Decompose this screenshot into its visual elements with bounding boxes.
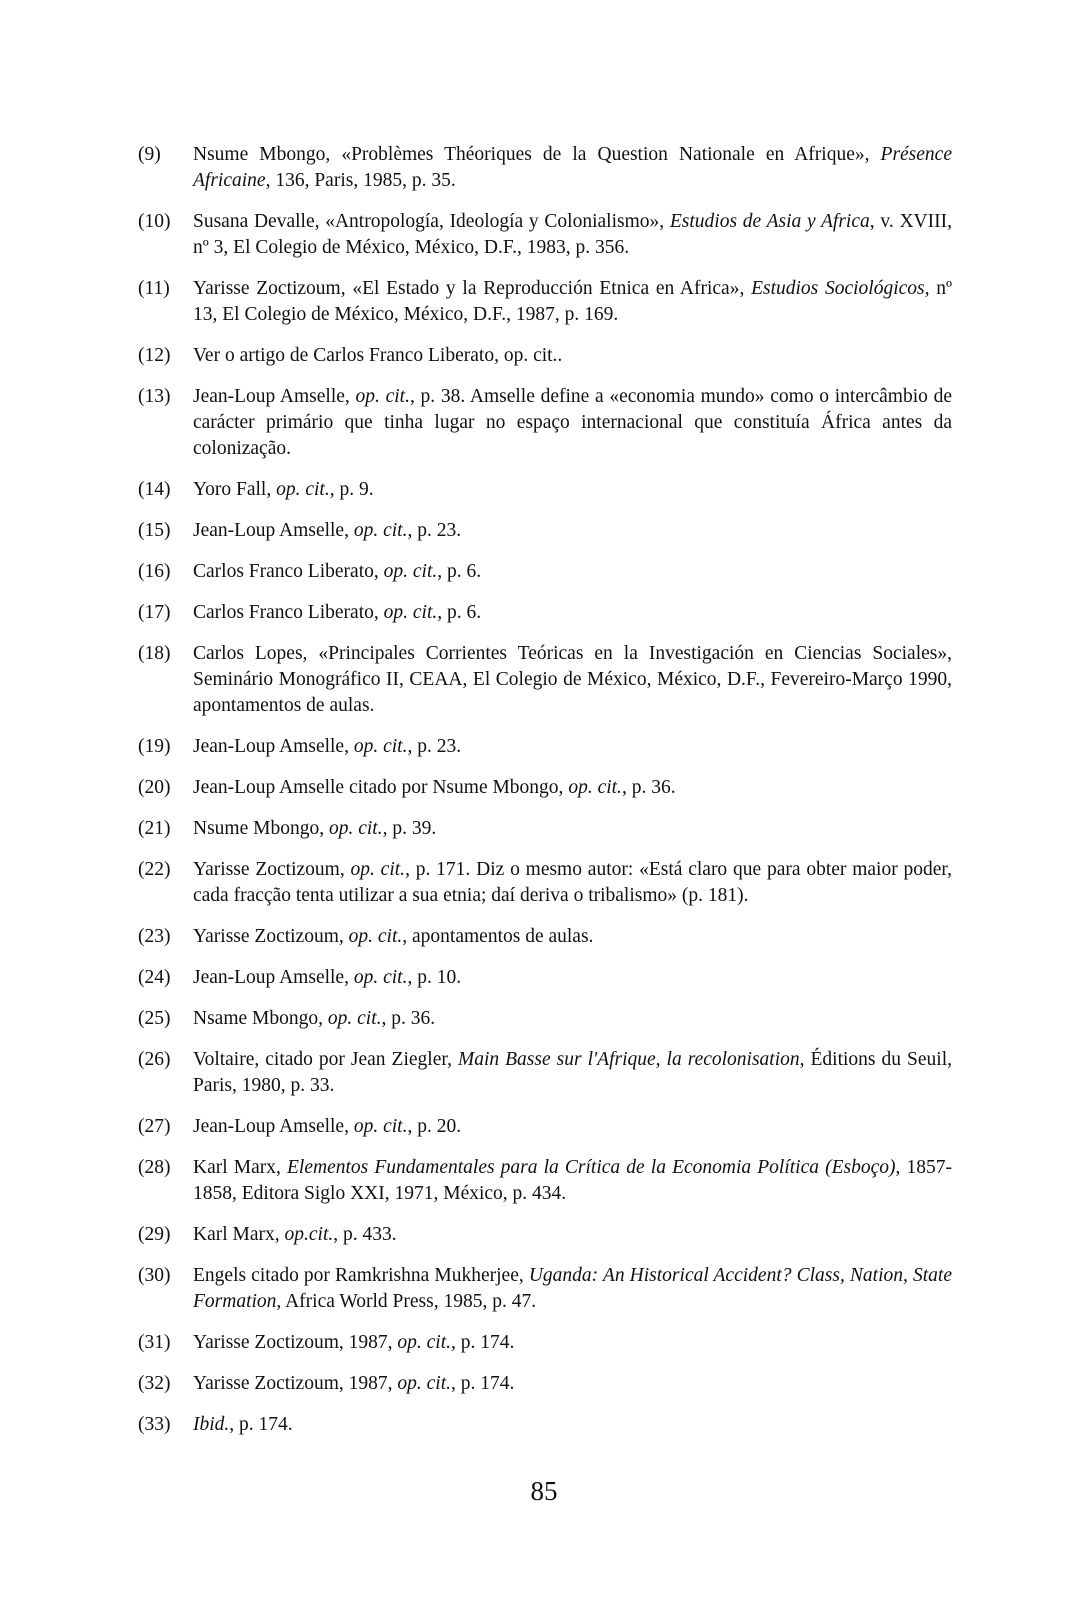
endnote-italic-segment: op. cit. [327, 1008, 382, 1029]
endnote-number: (18) [138, 643, 171, 664]
endnote-text [193, 518, 952, 544]
endnote-number: (33) [138, 1414, 171, 1435]
endnote-segment: , p. 174. [229, 1414, 293, 1435]
endnote-number: (17) [138, 602, 171, 623]
endnote-text [193, 816, 952, 842]
endnote-number: (29) [138, 1224, 171, 1245]
endnote [138, 924, 952, 950]
endnote-number: (31) [138, 1332, 171, 1353]
endnote-italic-segment: op. cit. [353, 736, 408, 757]
endnote-segment: Jean-Loup Amselle, [193, 386, 356, 407]
endnote-number: (21) [138, 818, 171, 839]
endnote-italic-segment: Estudios de Asia y Africa [669, 211, 870, 232]
endnote [138, 559, 952, 585]
endnote [138, 1371, 952, 1397]
endnote-segment: , p. 39. [382, 818, 437, 839]
endnote-segment: , p. 36. [381, 1008, 436, 1029]
endnote-text [193, 1114, 952, 1140]
endnote-text [193, 775, 952, 801]
endnote-italic-segment: op. cit. [397, 1332, 452, 1353]
endnote [138, 142, 952, 194]
endnote [138, 276, 952, 328]
endnote-text [193, 641, 952, 719]
endnote-segment: Yarisse Zoctizoum, 1987, [193, 1373, 398, 1394]
endnote [138, 965, 952, 991]
endnote-segment: , p. 36. [621, 777, 676, 798]
endnote-italic-segment: op. cit. [348, 926, 403, 947]
endnote-number: (15) [138, 520, 171, 541]
endnote-segment: , p. 9. [329, 479, 374, 500]
endnote-segment: , p. 10. [407, 967, 462, 988]
endnote-number: (12) [138, 345, 171, 366]
endnote-segment: , nº 13, El Colegio de México, México, D.F., 1987, p. 169. [193, 278, 953, 325]
endnote-number: (32) [138, 1373, 171, 1394]
endnote-segment: Jean-Loup Amselle, [193, 520, 354, 541]
endnote [138, 343, 952, 369]
endnote-number: (30) [138, 1265, 171, 1286]
endnote [138, 1047, 952, 1099]
endnote-segment: , 136, Paris, 1985, p. 35. [265, 170, 456, 191]
endnote [138, 477, 952, 503]
endnote-segment: Jean-Loup Amselle, [193, 967, 354, 988]
endnote-italic-segment: op. cit. [350, 859, 406, 880]
endnote-segment: Ver o artigo de Carlos Franco Liberato, op. cit.. [193, 345, 563, 366]
endnote-segment: Yarisse Zoctizoum, [193, 859, 351, 880]
endnote-number: (20) [138, 777, 171, 798]
endnote-segment: , p. 6. [437, 602, 482, 623]
endnote-text [193, 857, 952, 909]
endnote-italic-segment: op.cit. [284, 1224, 334, 1245]
endnote-italic-segment: Uganda: An Historical Accident? Class, Nation, State Formation [193, 1265, 952, 1312]
endnote-segment: Nsume Mbongo, «Problèmes Théoriques de la Question Nationale en Afrique», [193, 144, 881, 165]
endnote-italic-segment: op. cit. [397, 1373, 452, 1394]
endnote [138, 734, 952, 760]
endnote-segment: , p. 171. Diz o mesmo autor: «Está claro que para obter maior poder, cada fracção tenta utilizar a sua etnia; daí deriva o tribalismo» (p. 181). [193, 859, 952, 906]
endnote-number: (28) [138, 1157, 171, 1178]
endnote-text [193, 924, 952, 950]
endnote-italic-segment: Elementos Fundamentales para la Crítica de la Economia Política (Esboço) [287, 1157, 896, 1178]
endnote-number: (14) [138, 479, 171, 500]
endnote [138, 1263, 952, 1315]
endnote [138, 1412, 952, 1438]
endnote-segment: Nsame Mbongo, [193, 1008, 328, 1029]
endnote-segment: Karl Marx, [193, 1224, 285, 1245]
endnote-segment: Yoro Fall, [193, 479, 277, 500]
endnote-italic-segment: Présence Africaine [193, 144, 952, 191]
endnote-number: (27) [138, 1116, 171, 1137]
endnote-number: (25) [138, 1008, 171, 1029]
endnote-text [193, 965, 952, 991]
endnote-number: (16) [138, 561, 171, 582]
endnote [138, 600, 952, 626]
endnote-segment: , p. 433. [333, 1224, 397, 1245]
endnote-segment: Jean-Loup Amselle, [193, 1116, 354, 1137]
endnote-segment: , p. 38. Amselle define a «economia mundo» como o intercâmbio de carácter primário que tinha lugar no espaço internacional que constituía África antes da colonização. [193, 386, 952, 459]
endnote-text [193, 1047, 952, 1099]
endnote-text [193, 1263, 952, 1315]
endnote [138, 1006, 952, 1032]
endnote-segment: , p. 6. [437, 561, 482, 582]
endnote [138, 1114, 952, 1140]
endnote-italic-segment: op. cit. [353, 967, 408, 988]
endnote-segment: Jean-Loup Amselle citado por Nsume Mbongo, [193, 777, 569, 798]
endnote-number: (26) [138, 1049, 171, 1070]
endnote-segment: Karl Marx, [193, 1157, 287, 1178]
endnote-number: (22) [138, 859, 171, 880]
endnote-number: (19) [138, 736, 171, 757]
endnote [138, 384, 952, 462]
endnote-segment: Engels citado por Ramkrishna Mukherjee, [193, 1265, 529, 1286]
endnote [138, 816, 952, 842]
endnote-segment: , p. 174. [451, 1373, 515, 1394]
endnote-number: (23) [138, 926, 171, 947]
endnote-text [193, 1412, 952, 1438]
endnote [138, 1155, 952, 1207]
endnote-segment: Jean-Loup Amselle, [193, 736, 354, 757]
endnote-segment: , v. XVIII, nº 3, El Colegio de México, México, D.F., 1983, p. 356. [193, 211, 952, 258]
endnote-number: (9) [138, 144, 161, 165]
endnote-segment: Carlos Franco Liberato, [193, 561, 384, 582]
endnote-italic-segment: op. cit. [353, 1116, 408, 1137]
endnote-segment: , apontamentos de aulas. [402, 926, 594, 947]
endnote-text [193, 343, 952, 369]
endnote-italic-segment: op. cit. [383, 602, 438, 623]
endnote-segment: Yarisse Zoctizoum, 1987, [193, 1332, 398, 1353]
endnote-italic-segment: op. cit. [568, 777, 622, 798]
endnote-text [193, 477, 952, 503]
endnote-segment: Voltaire, citado por Jean Ziegler, [193, 1049, 458, 1070]
endnote-text [193, 142, 952, 194]
endnote-text [193, 276, 952, 328]
endnote-italic-segment: op. cit. [353, 520, 408, 541]
endnote-number: (24) [138, 967, 171, 988]
endnote-italic-segment: op. cit. [383, 561, 438, 582]
endnote-segment: , 1857-1858, Editora Siglo XXI, 1971, México, p. 434. [193, 1157, 952, 1204]
endnote-segment: Nsume Mbongo, [193, 818, 329, 839]
endnote-italic-segment: Ibid. [193, 1414, 230, 1435]
endnote-text [193, 1222, 952, 1248]
endnote [138, 518, 952, 544]
endnote-segment: Carlos Franco Liberato, [193, 602, 384, 623]
endnote-text [193, 1155, 952, 1207]
endnote-segment: , Éditions du Seuil, Paris, 1980, p. 33. [193, 1049, 952, 1096]
endnote-text [193, 1371, 952, 1397]
endnote-segment: Yarisse Zoctizoum, «El Estado y la Reproducción Etnica en Africa», [193, 278, 752, 299]
endnote-italic-segment: op. cit. [328, 818, 383, 839]
endnote-segment: Yarisse Zoctizoum, [193, 926, 349, 947]
endnote-segment: , p. 174. [451, 1332, 515, 1353]
endnote-segment: Carlos Lopes, «Principales Corrientes Teóricas en la Investigación en Ciencias Sociales», Seminário Monográfico II, CEAA, El Colegio de México, México, D.F., Fevereiro-Março 1990, apontamentos de aulas. [193, 643, 952, 716]
endnote-text [193, 559, 952, 585]
endnote-number: (13) [138, 386, 171, 407]
endnote-number: (10) [138, 211, 171, 232]
endnote-italic-segment: op. cit. [276, 479, 330, 500]
endnote-segment: , p. 20. [407, 1116, 462, 1137]
endnote-italic-segment: op. cit. [355, 386, 410, 407]
endnote-text [193, 384, 952, 462]
endnote [138, 775, 952, 801]
endnote [138, 857, 952, 909]
endnote-segment: , p. 23. [407, 520, 462, 541]
endnote [138, 641, 952, 719]
endnote [138, 1330, 952, 1356]
endnotes-list [138, 142, 952, 1453]
endnote [138, 1222, 952, 1248]
endnote-text [193, 600, 952, 626]
endnote-number: (11) [138, 278, 170, 299]
endnote-text [193, 1330, 952, 1356]
endnote-segment: Susana Devalle, «Antropología, Ideología y Colonialismo», [193, 211, 670, 232]
page-number: 85 [530, 1476, 558, 1506]
endnote-text [193, 1006, 952, 1032]
endnote-italic-segment: Estudios Sociológicos [751, 278, 925, 299]
endnote-text [193, 734, 952, 760]
endnote-segment: , Africa World Press, 1985, p. 47. [276, 1291, 537, 1312]
endnote-text [193, 209, 952, 261]
endnote-italic-segment: Main Basse sur l'Afrique, la recolonisation [457, 1049, 800, 1070]
endnote-segment: , p. 23. [407, 736, 462, 757]
endnote [138, 209, 952, 261]
